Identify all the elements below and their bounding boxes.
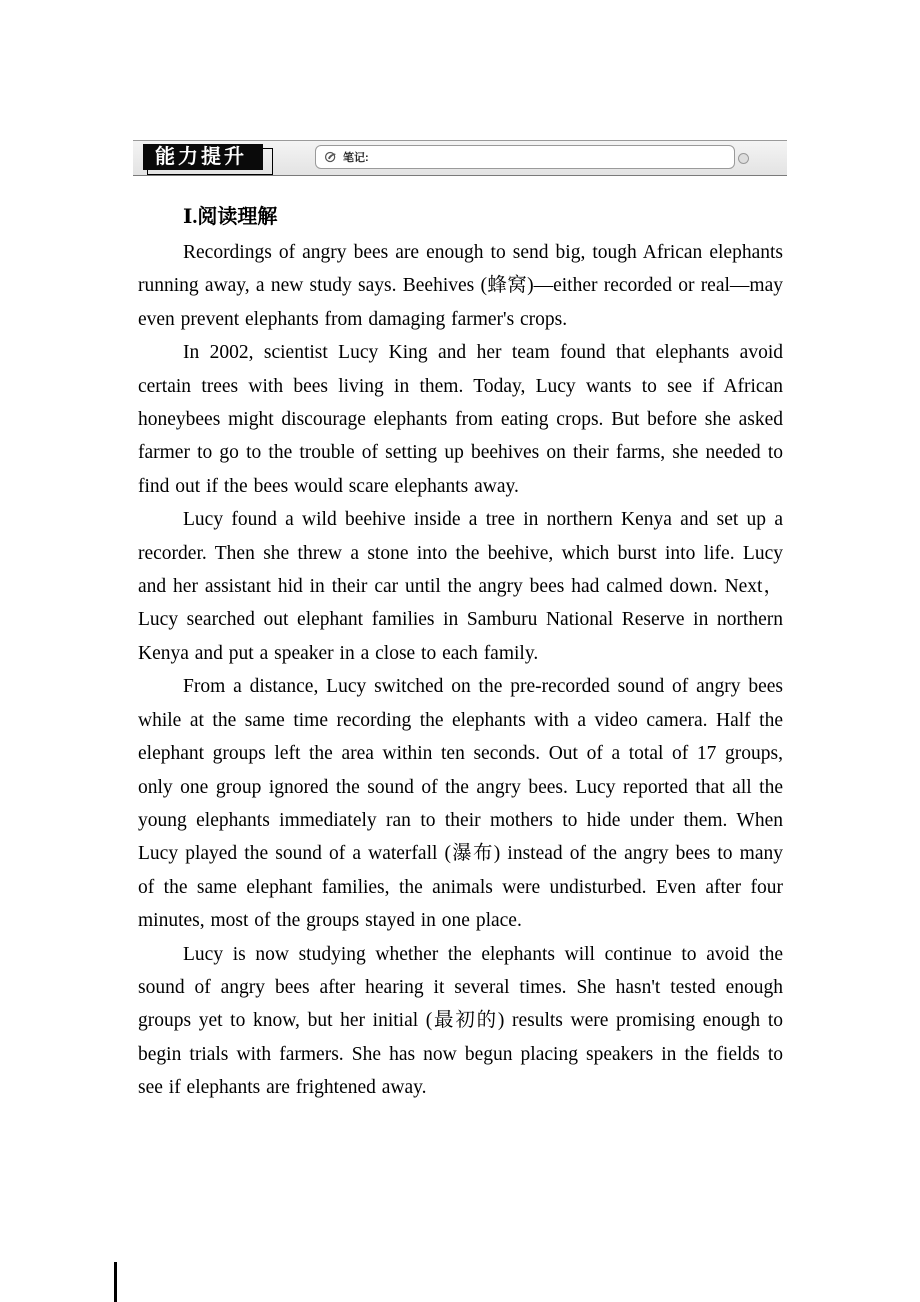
- notes-label: 笔记:: [343, 152, 369, 164]
- passage-paragraph-4: From a distance, Lucy switched on the pre-recorded sound of angry bees while at the same time recording the elephants with a video camera. Half the elephant groups left the area within ten seconds. Out of a total of 17 groups, only one group ignored the sound of the angry bees. Lucy reported that all the young elephants immediately ran to their mothers to hide under them. When Lucy played the sound of a waterfall (瀑布) instead of the angry bees to many of the same elephant families, the animals were undisturbed. Even after four minutes, most of the groups stayed in one place.: [138, 676, 783, 932]
- reading-passage: [138, 198, 783, 1105]
- pencil-note-icon: [324, 150, 338, 164]
- passage-paragraph-3: Lucy found a wild beehive inside a tree in northern Kenya and set up a recorder. Then she threw a stone into the beehive, which burst into life. Lucy and her assistant hid in their car until the angry bees had calmed down. Next，Lucy searched out elephant families in Samburu National Reserve in northern Kenya and put a speaker in a close to each family.: [138, 509, 783, 664]
- passage-paragraph-5: Lucy is now studying whether the elephants will continue to avoid the sound of angry bees after hearing it several times. She hasn't tested enough groups yet to know, but her initial (最初的) results were promising enough to begin trials with farmers. She has now begun placing speakers in the fields to see if elephants are frightened away.: [138, 943, 783, 1099]
- section-heading: Ⅰ.阅读理解: [183, 206, 278, 228]
- header-banner: [133, 140, 787, 176]
- section-label-text: 能力提升: [143, 144, 263, 170]
- bullet-dot-icon: [738, 153, 749, 164]
- notes-input[interactable]: [315, 145, 735, 169]
- passage-paragraph-2: In 2002, scientist Lucy King and her team found that elephants avoid certain trees with bees living in them. Today, Lucy wants to see if African honeybees might discourage elephants from eating crops. But before she asked farmer to go to the trouble of setting up beehives on their farms, she needed to find out if the bees would scare elephants away.: [138, 342, 783, 497]
- page-edge-mark: [114, 1262, 117, 1302]
- passage-paragraph-1: Recordings of angry bees are enough to send big, tough African elephants running away, a new study says. Beehives (蜂窝)—either recorded or real—may even prevent elephants from damaging farmer's crops.: [138, 242, 783, 330]
- section-label: [143, 144, 263, 172]
